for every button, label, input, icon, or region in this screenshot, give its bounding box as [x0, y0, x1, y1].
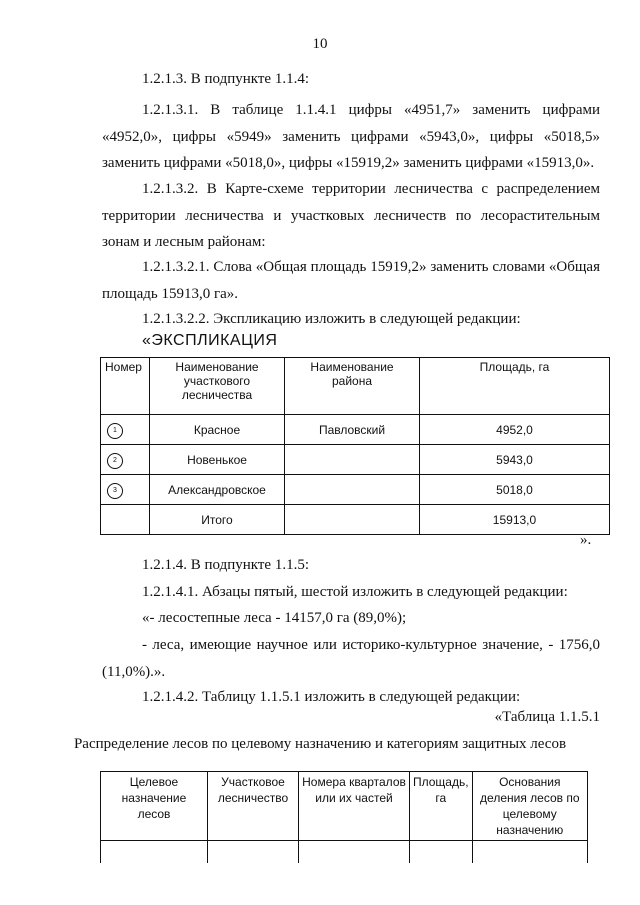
total-label-cell: Итого — [150, 505, 285, 535]
table-row — [101, 475, 610, 505]
column-header-purpose: Целевое назначение лесов — [101, 772, 208, 841]
column-header-forestry: Участковое лесничество — [208, 772, 299, 841]
area-cell: 4952,0 — [420, 415, 610, 445]
paragraph-1-2-1-3-2: 1.2.1.3.2. В Карте-схеме территории лесничества с распределением территории лесничества и участковых лесничеств по лесорастительным зонам и лесным районам: — [102, 181, 600, 250]
row-number-cell — [101, 475, 150, 505]
distribution-table — [100, 771, 588, 863]
forestry-name-cell: Александровское — [150, 475, 285, 505]
table-total-row — [101, 505, 610, 535]
table-header-row — [101, 358, 610, 415]
paragraph-1-2-1-4-2: 1.2.1.4.2. Таблицу 1.1.5.1 изложить в следующей редакции: — [142, 689, 521, 705]
paragraph-1-2-1-3-2-1: 1.2.1.3.2.1. Слова «Общая площадь 15919,2» заменить словами «Общая площадь 15913,0 га». — [102, 259, 600, 302]
forestry-name-cell: Красное — [150, 415, 285, 445]
table-row — [101, 415, 610, 445]
explication-table — [100, 357, 610, 535]
column-header-area: Площадь, га — [410, 772, 473, 841]
paragraph-1-2-1-3-2-2: 1.2.1.3.2.2. Экспликацию изложить в следующей редакции: — [142, 311, 521, 327]
total-district-cell — [285, 505, 420, 535]
table-cell — [410, 841, 473, 864]
table-row — [101, 445, 610, 475]
table-reference: «Таблица 1.1.5.1 — [494, 709, 600, 725]
paragraph-steppe-forests: «- лесостепные леса - 14157,0 га (89,0%); — [142, 610, 407, 626]
column-header-district: Наименование района — [285, 358, 420, 415]
table-row — [101, 841, 588, 864]
column-header-quarters: Номера кварталов или их частей — [299, 772, 410, 841]
paragraph-1-2-1-4: 1.2.1.4. В подпункте 1.1.5: — [142, 557, 310, 573]
district-cell — [285, 475, 420, 505]
page-number: 10 — [312, 36, 328, 52]
district-cell: Павловский — [285, 415, 420, 445]
area-cell: 5018,0 — [420, 475, 610, 505]
area-cell: 5943,0 — [420, 445, 610, 475]
total-number-cell — [101, 505, 150, 535]
paragraph-scientific-forests: - леса, имеющие научное или историко-культурное значение, - 1756,0 (11,0%).». — [102, 637, 600, 680]
table-cell — [472, 841, 587, 864]
table-header-row — [101, 772, 588, 841]
table-cell — [208, 841, 299, 864]
explication-heading: «ЭКСПЛИКАЦИЯ — [142, 332, 278, 349]
row-number-cell — [101, 415, 150, 445]
column-header-basis: Основания деления лесов по целевому назначению — [472, 772, 587, 841]
forestry-name-cell: Новенькое — [150, 445, 285, 475]
district-cell — [285, 445, 420, 475]
column-header-number: Номер — [101, 358, 150, 415]
table-cell — [299, 841, 410, 864]
circled-number: 1 — [107, 423, 123, 439]
column-header-area: Площадь, га — [420, 358, 610, 415]
table-cell — [101, 841, 208, 864]
column-header-forestry: Наименование участкового лесничества — [150, 358, 285, 415]
paragraph-1-2-1-4-1: 1.2.1.4.1. Абзацы пятый, шестой изложить в следующей редакции: — [142, 584, 568, 600]
circled-number: 3 — [107, 483, 123, 499]
paragraph-1-2-1-3-1: 1.2.1.3.1. В таблице 1.1.4.1 цифры «4951,7» заменить цифрами «4952,0», цифры «5949» заменить цифрами «5943,0», цифры «5018,5» заменить цифрами «5018,0», цифры «15919,2» заменить цифрами «15913,0». — [102, 102, 600, 171]
closing-quote: ». — [580, 532, 592, 548]
circled-number: 2 — [107, 453, 123, 469]
row-number-cell — [101, 445, 150, 475]
paragraph-1-2-1-3: 1.2.1.3. В подпункте 1.1.4: — [142, 71, 310, 87]
total-area-cell: 15913,0 — [420, 505, 610, 535]
table-title: Распределение лесов по целевому назначению и категориям защитных лесов — [73, 736, 567, 752]
